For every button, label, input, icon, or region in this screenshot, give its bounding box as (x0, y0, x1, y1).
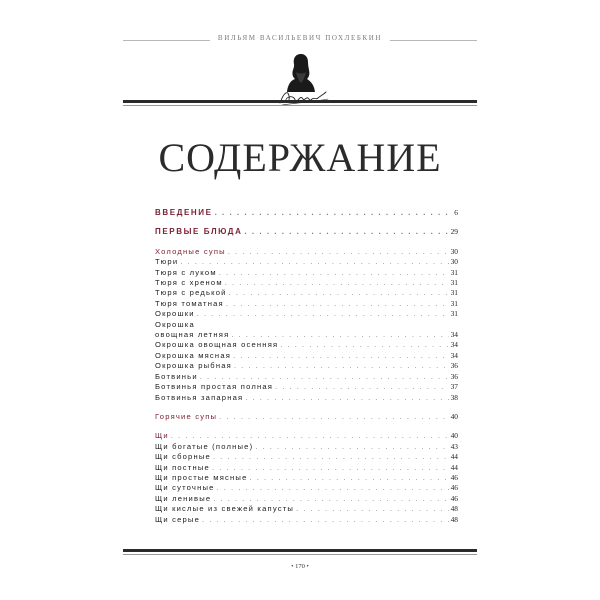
toc-entry-label: Горячие супы (155, 411, 218, 421)
toc-leader-dots (229, 288, 449, 298)
toc-entry-label: Окрошка рыбная (155, 361, 232, 371)
toc-entry-label: Окрошки (155, 309, 195, 319)
toc-entry-page: 46 (450, 493, 458, 503)
toc-entry (155, 340, 458, 350)
toc-leader-dots (280, 340, 448, 350)
toc-entry-page: 46 (450, 483, 458, 493)
toc-entry-page: 34 (450, 330, 458, 340)
toc-entry-label: Тюря томатная (155, 298, 224, 308)
toc-entry-label: ПЕРВЫЕ БЛЮДА (155, 227, 243, 237)
toc-leader-dots (226, 299, 449, 309)
toc-entry-page: 29 (450, 227, 458, 237)
toc-entry (155, 442, 458, 452)
toc-entry-label: Щи суточные (155, 483, 215, 493)
toc-entry-label: ВВЕДЕНИЕ (155, 208, 213, 217)
toc-entry (155, 504, 458, 514)
toc-entry-page: 43 (450, 441, 458, 451)
toc-entry-page: 38 (450, 392, 458, 402)
toc-entry-page: 34 (450, 350, 458, 360)
toc-entry-page: 37 (450, 382, 458, 392)
toc-entry-page: 48 (450, 504, 458, 514)
toc-entry-label: Ботвиньи (155, 371, 198, 381)
toc-entry-label: Окрошка овощная осенняя (155, 340, 279, 350)
toc-entry-label: Ботвинья запарная (155, 392, 244, 402)
toc-entry-label: Щи (155, 431, 169, 441)
toc-leader-dots (219, 268, 449, 278)
toc-entry-label: овощная летняя (155, 330, 230, 340)
toc-leader-dots (255, 442, 448, 452)
toc-entry (155, 268, 458, 278)
toc-leader-dots (197, 309, 449, 319)
toc-leader-dots (202, 515, 449, 525)
toc-entry (155, 330, 458, 340)
toc-entry-label: Щи серые (155, 514, 200, 524)
toc-entry (155, 257, 458, 267)
toc-leader-dots (219, 412, 448, 422)
toc-entry-label: Окрошка (155, 319, 195, 329)
toc-entry-label: Тюря с хреном (155, 278, 223, 288)
toc-entry-page: 46 (450, 472, 458, 482)
toc-entry (155, 208, 458, 218)
toc-leader-dots (296, 504, 449, 514)
toc-entry-page: 40 (450, 431, 458, 441)
toc-leader-dots (234, 361, 449, 371)
toc-entry (155, 309, 458, 319)
running-header-author: ВИЛЬЯМ ВАСИЛЬЕВИЧ ПОХЛЕБКИН (210, 34, 390, 42)
toc-leader-dots (213, 494, 448, 504)
toc-entry-page: 36 (450, 361, 458, 371)
toc-leader-dots (217, 483, 449, 493)
toc-entry (155, 288, 458, 298)
toc-leader-dots (200, 372, 449, 382)
top-decorative-rule (123, 105, 477, 106)
toc-leader-dots (225, 278, 449, 288)
toc-entry-page: 48 (450, 514, 458, 524)
toc-leader-dots (228, 247, 449, 257)
toc-entry-label: Холодные супы (155, 246, 226, 256)
toc-leader-dots (233, 351, 449, 361)
toc-entry-label: Щи сборные (155, 452, 211, 462)
toc-entry-page: 31 (450, 278, 458, 288)
toc-entry (155, 227, 458, 237)
toc-entry-label: Тюря с редькой (155, 288, 227, 298)
toc-entry-label: Тюря с луком (155, 267, 217, 277)
toc-entry-label: Щи простые мясные (155, 472, 248, 482)
toc-entry-page: 31 (450, 309, 458, 319)
page-title: СОДЕРЖАНИЕ (158, 135, 442, 180)
toc-entry-page: 40 (450, 411, 458, 421)
toc-entry-page: 6 (454, 208, 458, 217)
toc-leader-dots (212, 463, 449, 473)
toc-entry (155, 431, 458, 441)
toc-entry-page: 31 (450, 288, 458, 298)
toc-entry-label: Щи ленивые (155, 493, 212, 503)
toc-leader-dots (250, 473, 449, 483)
table-of-contents (155, 208, 458, 525)
toc-entry-label: Щи постные (155, 462, 210, 472)
toc-entry-label: Щи кислые из свежей капусты (155, 504, 295, 514)
toc-entry-page: 30 (450, 257, 458, 267)
toc-entry (155, 483, 458, 493)
toc-entry-page: 30 (450, 246, 458, 256)
toc-entry (155, 463, 458, 473)
toc-entry (155, 247, 458, 257)
toc-entry-page: 31 (450, 267, 458, 277)
toc-entry-label: Тюри (155, 257, 179, 267)
toc-leader-dots (231, 330, 448, 340)
toc-entry-page: 44 (450, 452, 458, 462)
toc-entry (155, 372, 458, 382)
toc-entry-page: 36 (450, 371, 458, 381)
toc-entry-page: 31 (450, 298, 458, 308)
toc-entry (155, 473, 458, 483)
toc-entry (155, 494, 458, 504)
toc-entry-label: Щи богатые (полные) (155, 441, 254, 451)
toc-leader-dots (215, 208, 453, 218)
toc-entry (155, 278, 458, 288)
bottom-decorative-rule (123, 554, 477, 555)
toc-entry (155, 412, 458, 422)
toc-entry-label: Ботвинья простая полная (155, 382, 274, 392)
toc-entry (155, 382, 458, 392)
toc-entry-page: 44 (450, 462, 458, 472)
toc-entry-label: Окрошка мясная (155, 350, 232, 360)
toc-entry (155, 351, 458, 361)
toc-leader-dots (275, 382, 449, 392)
toc-leader-dots (180, 257, 448, 267)
toc-entry-page: 34 (450, 340, 458, 350)
bottom-decorative-band (123, 549, 477, 552)
top-decorative-band (123, 100, 477, 103)
toc-entry (155, 320, 458, 330)
toc-entry (155, 452, 458, 462)
toc-entry (155, 361, 458, 371)
toc-entry (155, 393, 458, 403)
toc-leader-dots (171, 431, 449, 441)
toc-leader-dots (213, 452, 449, 462)
toc-entry (155, 515, 458, 525)
toc-entry (155, 299, 458, 309)
page-number: • 170 • (291, 563, 309, 570)
toc-leader-dots (245, 393, 448, 403)
toc-leader-dots (244, 227, 448, 237)
